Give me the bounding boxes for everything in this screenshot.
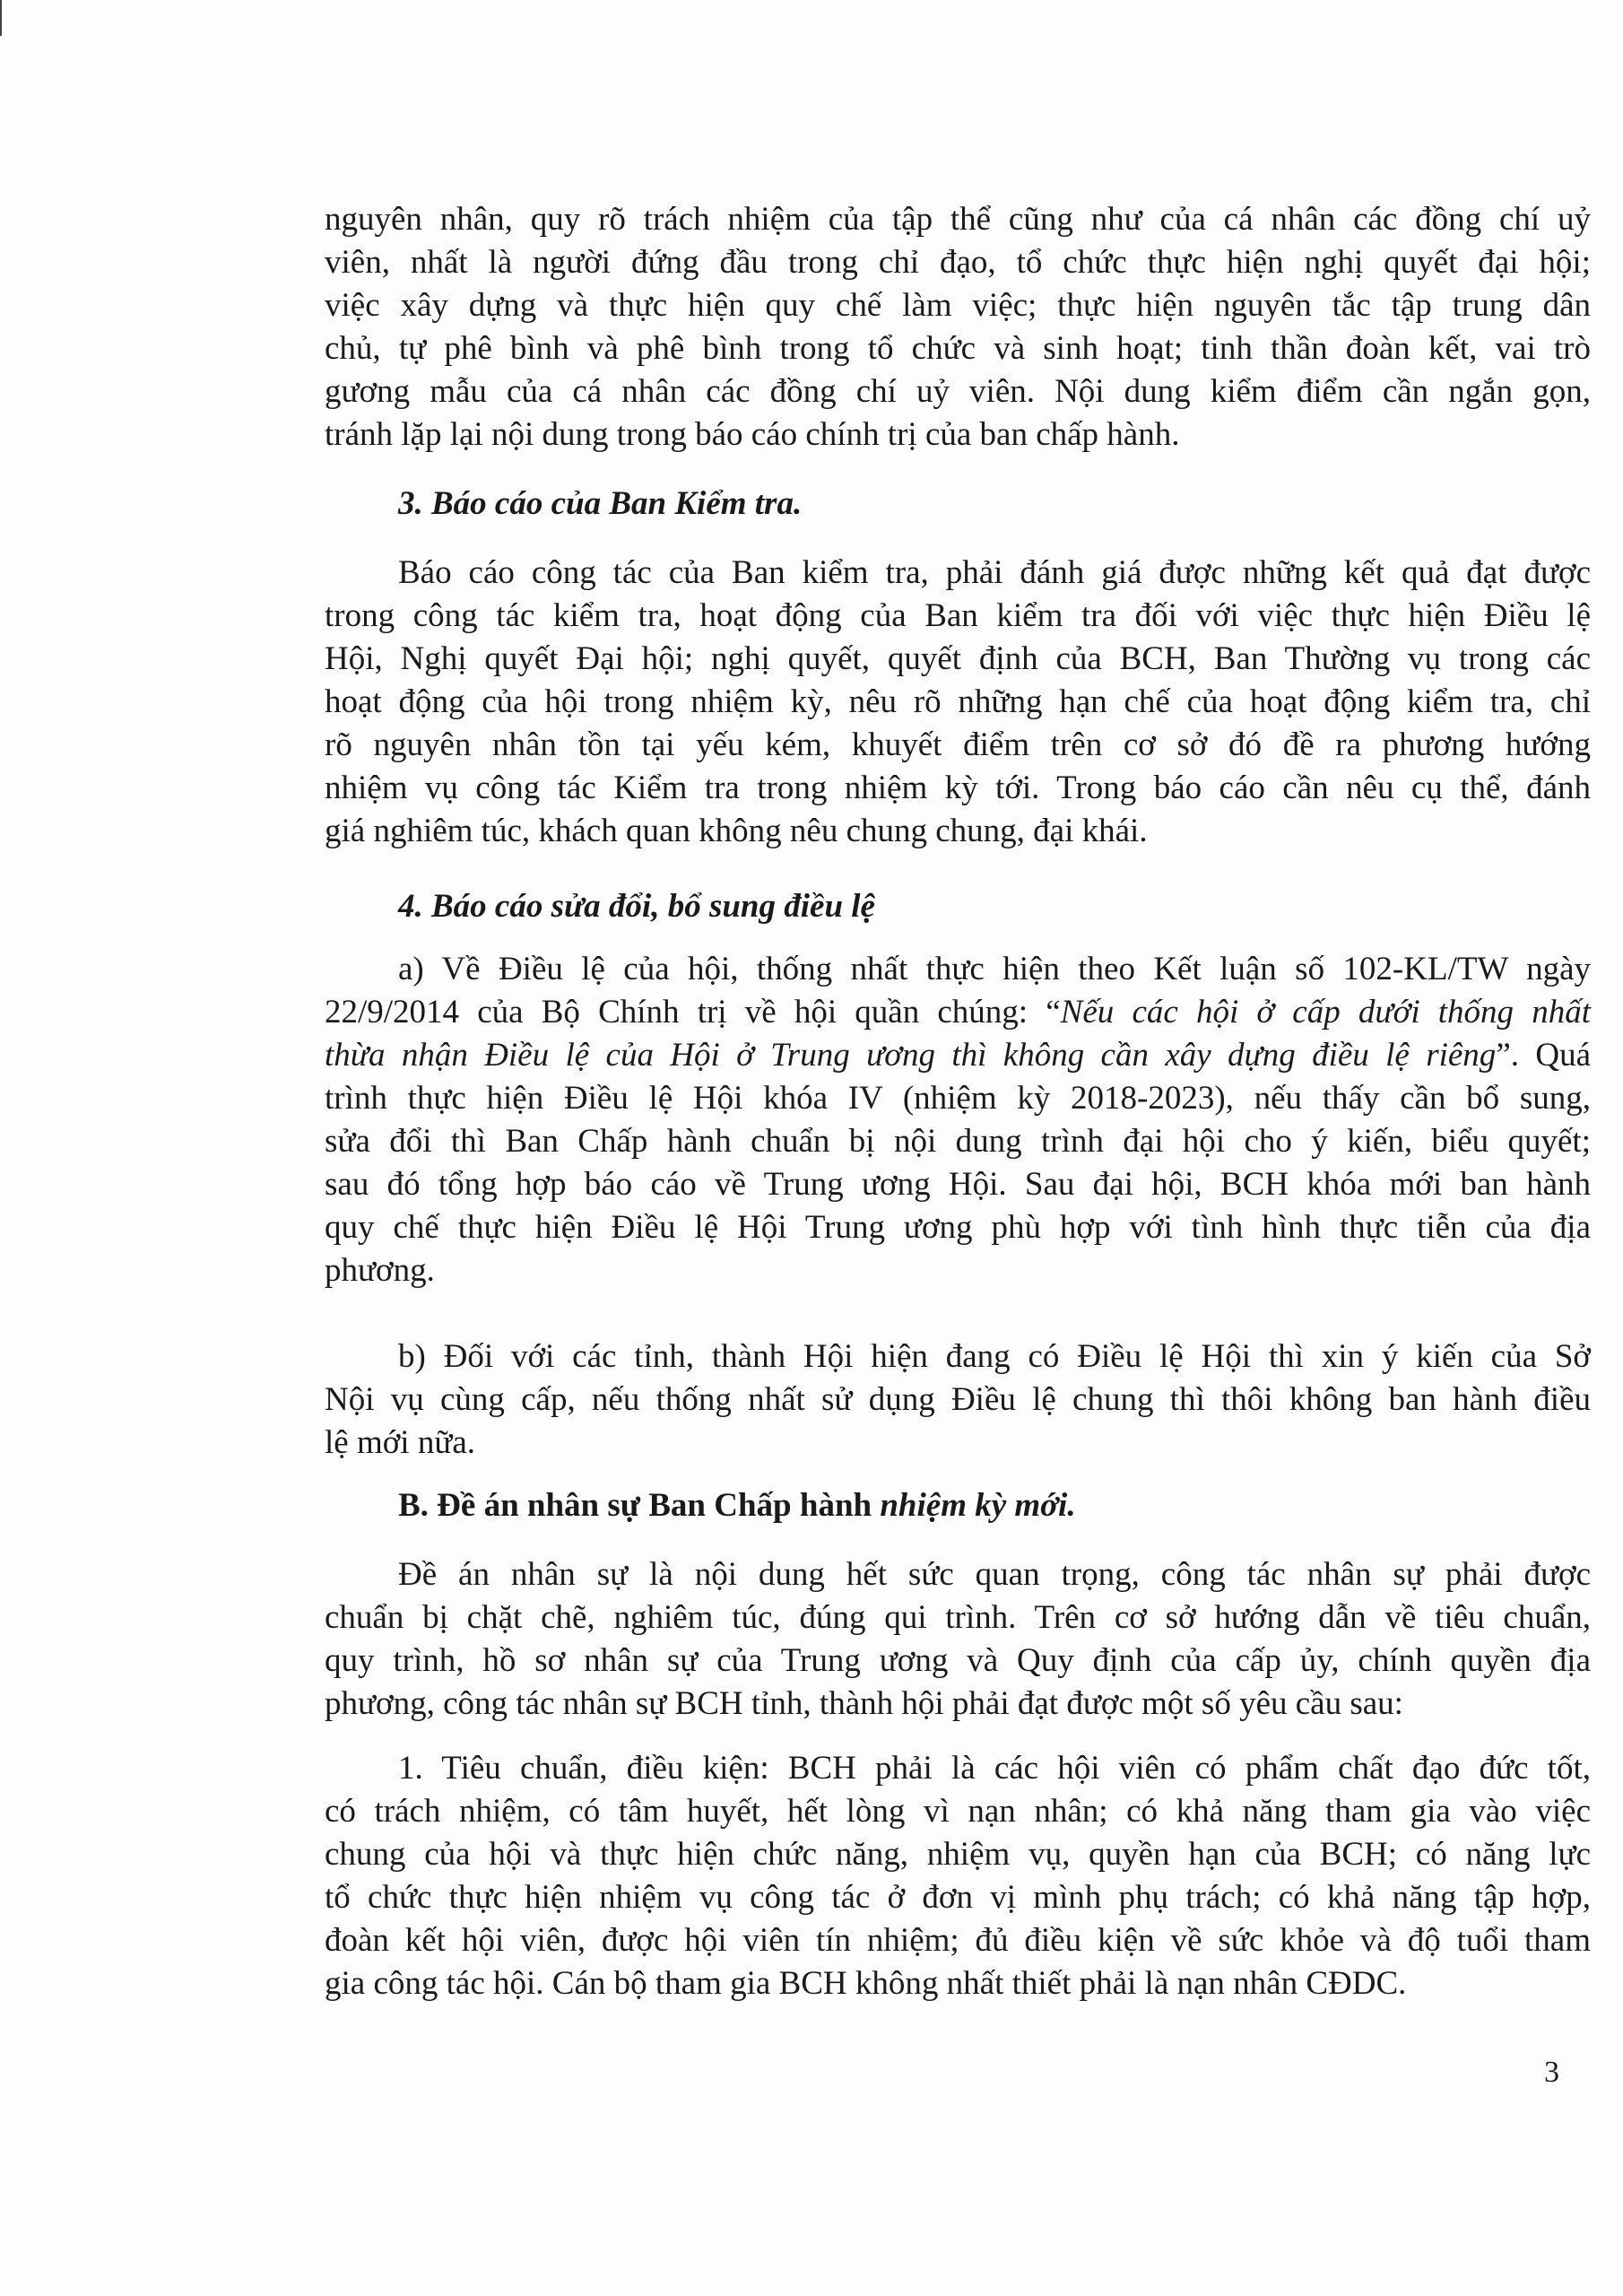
text-line: có trách nhiệm, có tâm huyết, hết lòng vì nạn nhân; có khả năng tham gia vào việc: [325, 1793, 1591, 1830]
text-segment: 22/9/2014 của Bộ Chính trị về hội quần chúng: “: [325, 994, 1061, 1031]
quoted-text: thừa nhận Điều lệ của Hội ở Trung ương thì không cần xây dựng điều lệ riêng: [325, 1037, 1497, 1074]
text-line: trình thực hiện Điều lệ Hội khóa IV (nhiệm kỳ 2018-2023), nếu thấy cần bổ sung,: [325, 1080, 1591, 1117]
text-line: chung của hội và thực hiện chức năng, nhiệm vụ, quyền hạn của BCH; có năng lực: [325, 1836, 1591, 1873]
text-line: chuẩn bị chặt chẽ, nghiêm túc, đúng qui trình. Trên cơ sở hướng dẫn về tiêu chuẩn,: [325, 1599, 1591, 1636]
text-line: sau đó tổng hợp báo cáo về Trung ương Hội. Sau đại hội, BCH khóa mới ban hành: [325, 1166, 1591, 1203]
continuation-paragraph: [325, 198, 1591, 457]
section-b-intro-paragraph: [325, 1553, 1591, 1726]
section-4a-paragraph: [325, 948, 1591, 1292]
section-4-heading: 4. Báo cáo sửa đổi, bổ sung điều lệ: [398, 888, 875, 925]
text-line: tổ chức thực hiện nhiệm vụ công tác ở đơn vị mình phụ trách; có khả năng tập hợp,: [325, 1879, 1591, 1916]
page-number: 3: [1544, 2056, 1559, 2089]
text-line: viên, nhất là người đứng đầu trong chỉ đạo, tổ chức thực hiện nghị quyết đại hội;: [325, 244, 1591, 281]
text-line: Hội, Nghị quyết Đại hội; nghị quyết, quyết định của BCH, Ban Thường vụ trong các: [325, 640, 1591, 677]
text-line: quy trình, hồ sơ nhân sự của Trung ương và Quy định của cấp ủy, chính quyền địa: [325, 1642, 1591, 1679]
text-line: hoạt động của hội trong nhiệm kỳ, nêu rõ những hạn chế của hoạt động kiểm tra, chỉ: [325, 683, 1591, 720]
section-3-heading: 3. Báo cáo của Ban Kiểm tra.: [398, 485, 803, 522]
text-line: phương, công tác nhân sự BCH tỉnh, thành hội phải đạt được một số yêu cầu sau:: [325, 1685, 1403, 1722]
text-line: trong công tác kiểm tra, hoạt động của Ban kiểm tra đối với việc thực hiện Điều lệ: [325, 597, 1591, 634]
heading-text: B. Đề án nhân sự Ban Chấp hành: [398, 1487, 881, 1524]
text-line: đoàn kết hội viên, được hội viên tín nhiệm; đủ điều kiện về sức khỏe và độ tuổi tham: [325, 1922, 1591, 1959]
text-line: b) Đối với các tỉnh, thành Hội hiện đang có Điều lệ Hội thì xin ý kiến của Sở: [398, 1338, 1591, 1375]
text-line: gia công tác hội. Cán bộ tham gia BCH không nhất thiết phải là nạn nhân CĐDC.: [325, 1965, 1407, 2002]
section-3-paragraph: [325, 552, 1591, 853]
text-line: a) Về Điều lệ của hội, thống nhất thực hiện theo Kết luận số 102-KL/TW ngày: [398, 951, 1591, 987]
text-line: Đề án nhân sự là nội dung hết sức quan trọng, công tác nhân sự phải được: [398, 1556, 1591, 1593]
text-line: [325, 991, 1591, 1034]
text-line: [325, 1034, 1591, 1077]
text-line: tránh lặp lại nội dung trong báo cáo chính trị của ban chấp hành.: [325, 416, 1180, 453]
quoted-text: Nếu các hội ở cấp dưới thống nhất: [1060, 994, 1591, 1031]
text-segment: ”. Quá: [1496, 1037, 1591, 1074]
text-line: sửa đổi thì Ban Chấp hành chuẩn bị nội dung trình đại hội cho ý kiến, biểu quyết;: [325, 1123, 1591, 1160]
section-4b-paragraph: [325, 1335, 1591, 1465]
scan-edge-mark: [0, 0, 9, 36]
heading-text-italic: nhiệm kỳ mới.: [880, 1487, 1076, 1524]
section-b-heading: [398, 1484, 1076, 1527]
text-line: giá nghiêm túc, khách quan không nêu chung chung, đại khái.: [325, 813, 1148, 849]
text-line: nguyên nhân, quy rõ trách nhiệm của tập thể cũng như của cá nhân các đồng chí uỷ: [325, 201, 1591, 238]
section-b-item-1-paragraph: [325, 1747, 1591, 2005]
text-line: lệ mới nữa.: [325, 1424, 476, 1461]
text-line: 1. Tiêu chuẩn, điều kiện: BCH phải là các hội viên có phẩm chất đạo đức tốt,: [398, 1750, 1591, 1787]
text-line: phương.: [325, 1252, 435, 1289]
text-line: Nội vụ cùng cấp, nếu thống nhất sử dụng Điều lệ chung thì thôi không ban hành điều: [325, 1381, 1591, 1418]
text-line: nhiệm vụ công tác Kiểm tra trong nhiệm kỳ tới. Trong báo cáo cần nêu cụ thể, đánh: [325, 770, 1591, 806]
text-line: chủ, tự phê bình và phê bình trong tổ chức và sinh hoạt; tinh thần đoàn kết, vai trò: [325, 330, 1591, 367]
text-line: gương mẫu của cá nhân các đồng chí uỷ viên. Nội dung kiểm điểm cần ngắn gọn,: [325, 373, 1591, 410]
text-line: rõ nguyên nhân tồn tại yếu kém, khuyết điểm trên cơ sở đó đề ra phương hướng: [325, 726, 1591, 763]
text-line: Báo cáo công tác của Ban kiểm tra, phải đánh giá được những kết quả đạt được: [398, 554, 1591, 591]
text-line: việc xây dựng và thực hiện quy chế làm việc; thực hiện nguyên tắc tập trung dân: [325, 287, 1591, 324]
text-line: quy chế thực hiện Điều lệ Hội Trung ương phù hợp với tình hình thực tiễn của địa: [325, 1209, 1591, 1246]
